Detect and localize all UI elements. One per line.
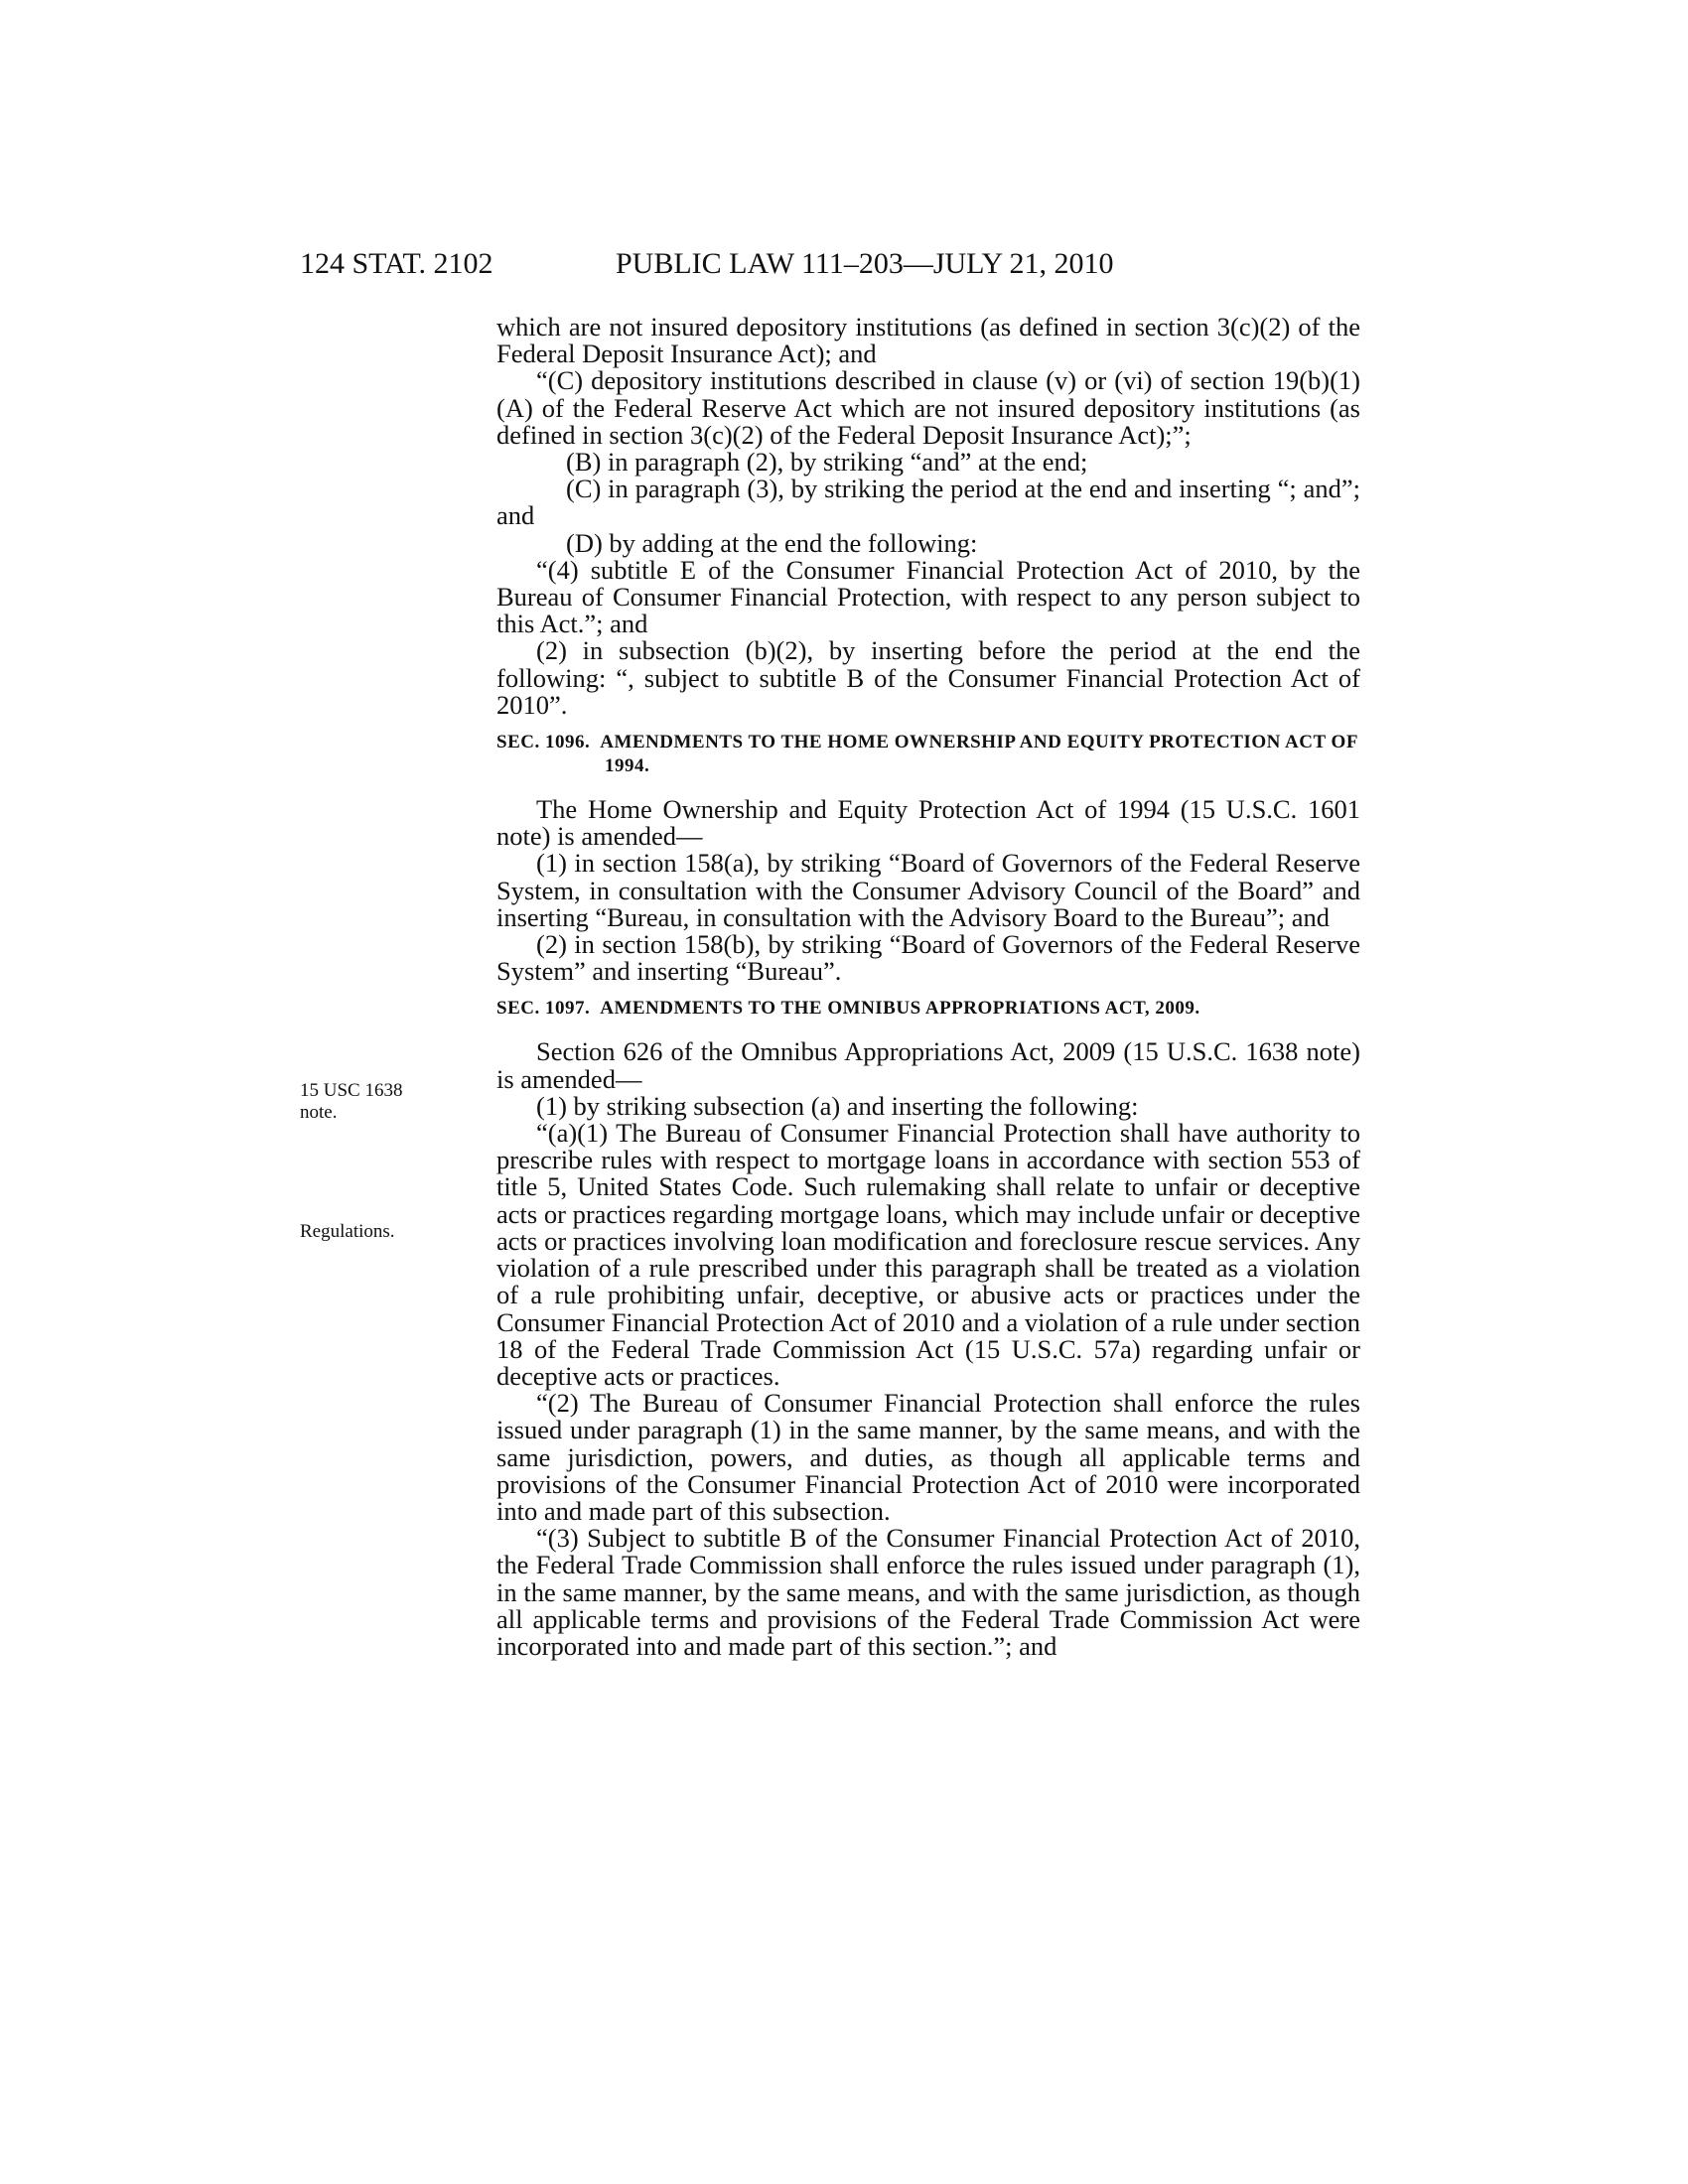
margin-note-usc (300, 1080, 449, 1124)
paragraph-item-b: (B) in paragraph (2), by striking “and” at the end; (566, 447, 1088, 478)
paragraph-item-2: (2) in subsection (b)(2), by inserting before the period at the end the following: “, subject to subtitle B of the Consumer Financial Protection Act of 2010”. (496, 635, 1360, 720)
section-number: SEC. 1097. (496, 998, 591, 1020)
margin-note-regulations: Regulations. (300, 1221, 395, 1242)
paragraph-item-c: (C) in paragraph (3), by striking the period at the end and inserting “; and”; and (496, 474, 1360, 531)
body-text (496, 314, 1360, 1660)
paragraph-intro-1097: Section 626 of the Omnibus Appropriations Act, 2009 (15 U.S.C. 1638 note) is amended— (496, 1036, 1360, 1094)
paragraph-1096-item-2: (2) in section 158(b), by striking “Board of Governors of the Federal Reserve System” and inserting “Bureau”. (496, 929, 1360, 987)
paragraph-quoted-4: “(4) subtitle E of the Consumer Financial Protection Act of 2010, by the Bureau of Consumer Financial Protection, with respect to any person subject to this Act.”; and (496, 554, 1360, 639)
public-law-title: PUBLIC LAW 111–203—JULY 21, 2010 (616, 247, 1114, 280)
section-heading-1096 (496, 731, 1360, 778)
paragraph-intro-1096: The Home Ownership and Equity Protection Act of 1994 (15 U.S.C. 1601 note) is amended— (496, 794, 1360, 852)
section-title: AMENDMENTS TO THE OMNIBUS APPROPRIATIONS ACT, 2009. (600, 998, 1200, 1020)
paragraph-quoted-a1: “(a)(1) The Bureau of Consumer Financial Protection shall have authority to prescribe rules with respect to mortgage loans in accordance with section 553 of title 5, United States Code. Such rulemaking shall relate to unfair or deceptive acts or practices regarding mortgage loans, which may include unfair or deceptive acts or practices involving loan modification and foreclosure rescue services. Any violation of a rule prescribed under this paragraph shall be treated as a violation of a rule prohibiting unfair, deceptive, or abusive acts or practices under the Consumer Financial Protection Act of 2010 and a violation of a rule under section 18 of the Federal Trade Commission Act (15 U.S.C. 57a) regarding unfair or deceptive acts or practices. (496, 1118, 1360, 1391)
paragraph-quoted-3: “(3) Subject to subtitle B of the Consumer Financial Protection Act of 2010, the Federal Trade Commission shall enforce the rules issued under paragraph (1), in the same manner, by the same means, and with the same jurisdiction, as though all applicable terms and provisions of the Federal Trade Commission Act were incorporated into and made part of this section.”; and (496, 1523, 1360, 1661)
margin-note-usc-line1: 15 USC 1638 (300, 1080, 403, 1101)
paragraph-1097-item-1: (1) by striking subsection (a) and inserting the following: (536, 1090, 1139, 1121)
section-title: AMENDMENTS TO THE HOME OWNERSHIP AND EQUITY PROTECTION ACT OF 1994. (600, 732, 1358, 777)
paragraph-clause-c: “(C) depository institutions described in clause (v) or (vi) of section 19(b)(1)(A) of the Federal Reserve Act which are not insured depository institutions (as defined in section 3(c)(2) of the Federal Deposit Insurance Act);”; (496, 365, 1360, 450)
section-heading-1097 (496, 997, 1360, 1021)
paragraph-quoted-2: “(2) The Bureau of Consumer Financial Protection shall enforce the rules issued under paragraph (1) in the same manner, by the same means, and with the same jurisdiction, powers, and duties, as though all applicable terms and provisions of the Consumer Financial Protection Act of 2010 were incorporated into and made part of this subsection. (496, 1388, 1360, 1526)
statute-citation: 124 STAT. 2102 (300, 247, 493, 280)
running-header (300, 246, 1412, 286)
margin-note-usc-line2: note. (300, 1102, 338, 1123)
paragraph-continuation: which are not insured depository institutions (as defined in section 3(c)(2) of the Federal Deposit Insurance Act); and (496, 312, 1360, 369)
paragraph-1096-item-1: (1) in section 158(a), by striking “Board of Governors of the Federal Reserve System, in consultation with the Consumer Advisory Council of the Board” and inserting “Bureau, in consultation with the Advisory Board to the Bureau”; and (496, 848, 1360, 932)
section-number: SEC. 1096. (496, 732, 591, 753)
paragraph-item-d: (D) by adding at the end the following: (566, 527, 978, 558)
